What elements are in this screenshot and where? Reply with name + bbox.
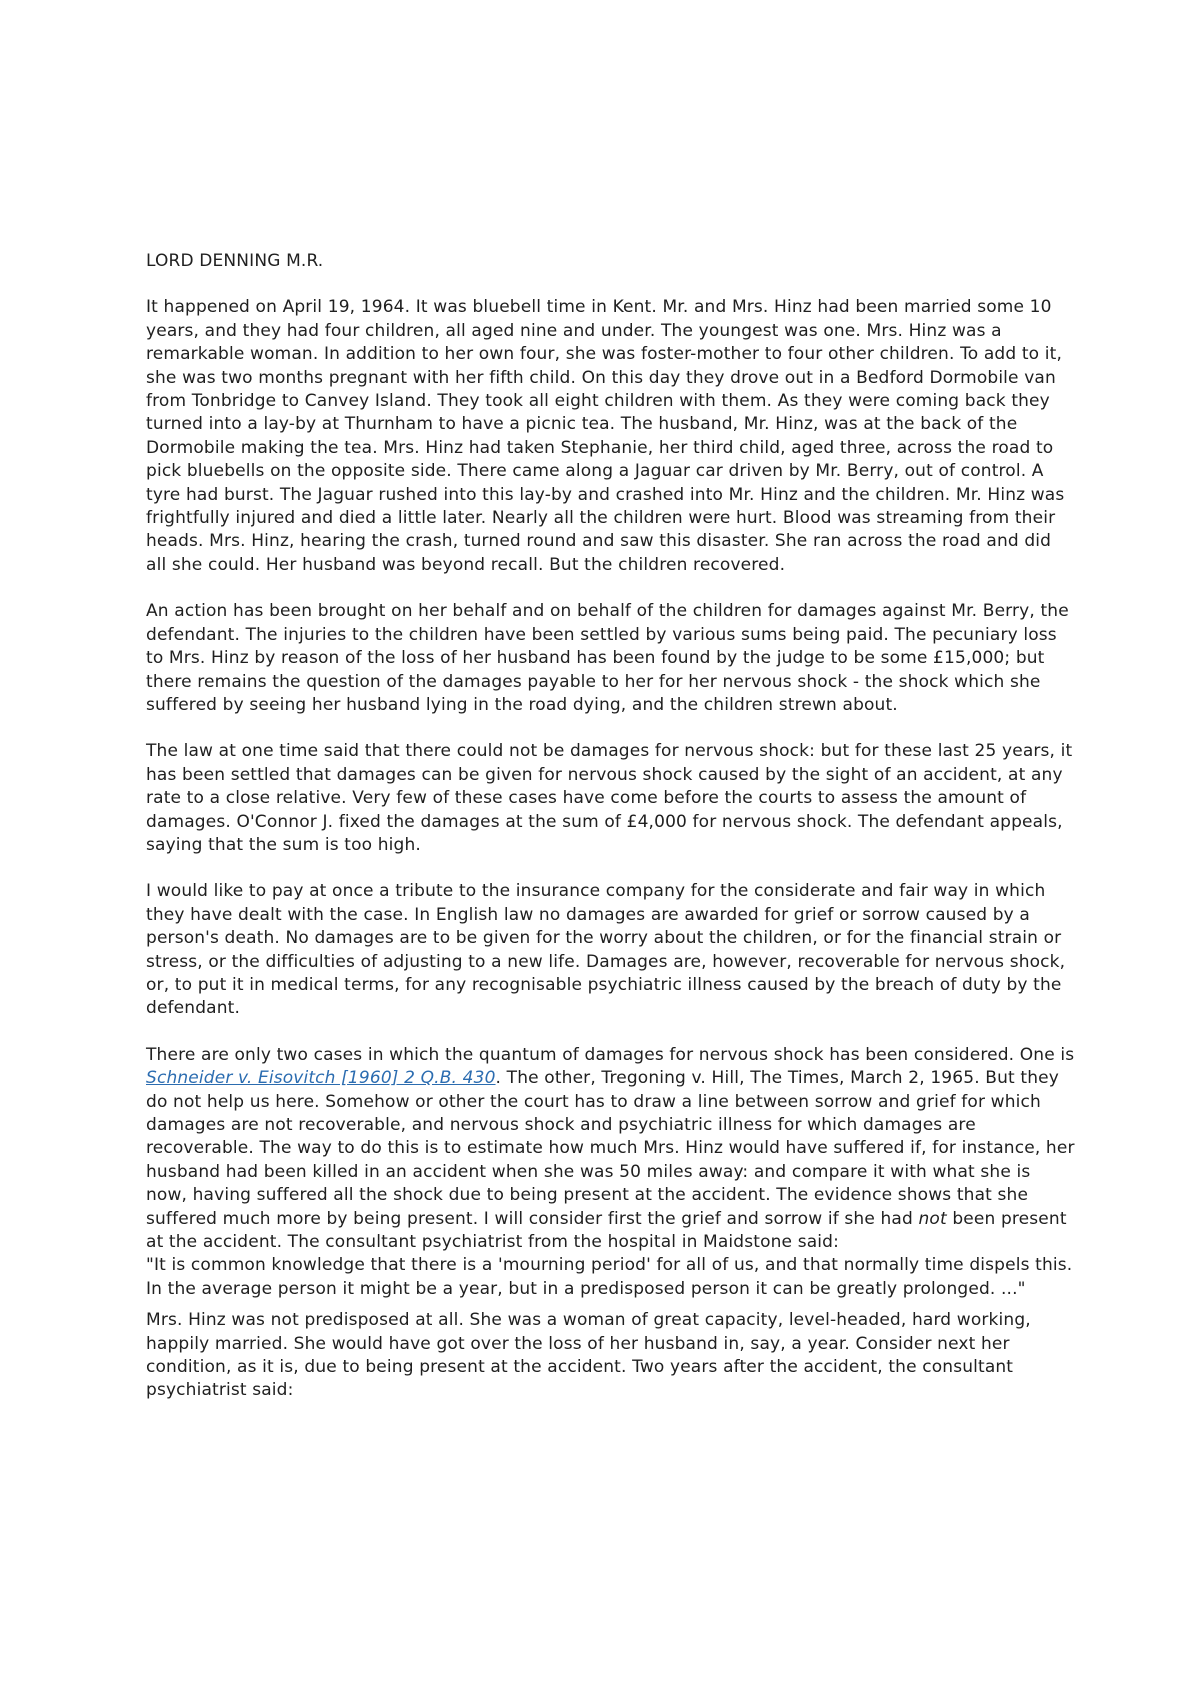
emphasis-not: not <box>918 1208 947 1229</box>
paragraph-4: I would like to pay at once a tribute to the insurance company for the considerate and fair way in which they have dealt with the case. In English law no damages are awarded for grief or sorrow caused by a person's death. No damages are to be given for the worry about the children, or for the financial strain or stress, or the difficulties of adjusting to a new life. Damages are, however, recoverable for nervous shock, or, to put it in medical terms, for any recognisable psychiatric illness caused by the breach of duty by the defendant. <box>146 881 1066 1019</box>
paragraph-6: Mrs. Hinz was not predisposed at all. She was a woman of great capacity, level-headed, hard working, happily married. She would have got over the loss of her husband in, say, a year. Consider next her condition, as it is, due to being present at the accident. Two years after the accident, the consultant psychiatrist said: <box>146 1310 1031 1401</box>
paragraph-3: The law at one time said that there could not be damages for nervous shock: but for these last 25 years, it has been settled that damages can be given for nervous shock caused by the sight of an accident, at any rate to a close relative. Very few of these cases have come before the courts to assess the amount of damages. O'Connor J. fixed the damages at the sum of £4,000 for nervous shock. The defendant appeals, saying that the sum is too high. <box>146 741 1073 855</box>
psychiatrist-quote: "It is common knowledge that there is a 'mourning period' for all of us, and that normally time dispels this. In the average person it might be a year, but in a predisposed person it can be greatly prolonged. ..." <box>146 1255 1073 1299</box>
paragraph-2: An action has been brought on her behalf and on behalf of the children for damages against Mr. Berry, the defendant. The injuries to the children have been settled by various sums being paid. The pecuniary loss to Mrs. Hinz by reason of the loss of her husband has been found by the judge to be some £15,000; but there remains the question of the damages payable to her for her nervous shock - the shock which she suffered by seeing her husband lying in the road dying, and the children strewn about. <box>146 601 1069 715</box>
paragraph-5 <box>146 1044 1076 1301</box>
paragraph-1: It happened on April 19, 1964. It was bluebell time in Kent. Mr. and Mrs. Hinz had been married some 10 years, and they had four children, all aged nine and under. The youngest was one. Mrs. Hinz was a remarkable woman. In addition to her own four, she was foster-mother to four other children. To add to it, she was two months pregnant with her fifth child. On this day they drove out in a Bedford Dormobile van from Tonbridge to Canvey Island. They took all eight children with them. As they were coming back they turned into a lay-by at Thurnham to have a picnic tea. The husband, Mr. Hinz, was at the back of the Dormobile making the tea. Mrs. Hinz had taken Stephanie, her third child, aged three, across the road to pick bluebells on the opposite side. There came along a Jaguar car driven by Mr. Berry, out of control. A tyre had burst. The Jaguar rushed into this lay-by and crashed into Mr. Hinz and the children. Mr. Hinz was frightfully injured and died a little later. Nearly all the children were hurt. Blood was streaming from their heads. Mrs. Hinz, hearing the crash, turned round and saw this disaster. She ran across the road and did all she could. Her husband was beyond recall. But the children recovered. <box>146 297 1065 575</box>
document-page <box>146 250 1076 1426</box>
paragraph-5-text-a: There are only two cases in which the quantum of damages for nervous shock has been considered. One is <box>146 1044 1075 1065</box>
case-citation-link[interactable]: Schneider v. Eisovitch [1960] 2 Q.B. 430 <box>146 1068 496 1089</box>
paragraph-5-text-c: been present at the accident. The consultant psychiatrist from the hospital in Maidstone said: <box>146 1208 1067 1253</box>
judge-heading: LORD DENNING M.R. <box>146 251 324 271</box>
paragraph-5-text-b: . The other, Tregoning v. Hill, The Times, March 2, 1965. But they do not help us here. Somehow or other the court has to draw a line between sorrow and grief for which damages are not recoverable, and nervous shock and psychiatric illness for which damages are recoverable. The way to do this is to estimate how much Mrs. Hinz would have suffered if, for instance, her husband had been killed in an accident when she was 50 miles away: and compare it with what she is now, having suffered all the shock due to being present at the accident. The evidence shows that she suffered much more by being present. I will consider first the grief and sorrow if she had <box>146 1068 1075 1229</box>
